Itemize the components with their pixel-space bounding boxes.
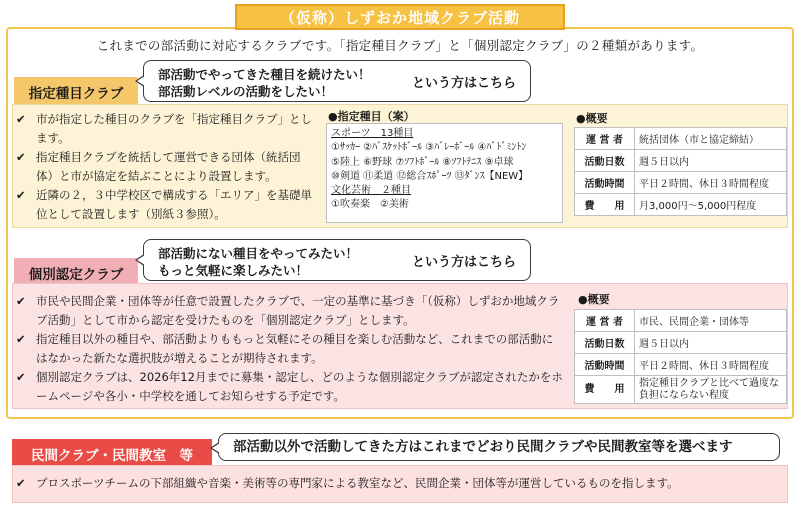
overview-value: 平日２時間、休日３時間程度 — [635, 172, 787, 194]
bubble-tail — [135, 254, 144, 266]
check-icon: ✔ — [16, 150, 26, 164]
list-item — [14, 368, 564, 406]
intro-text: これまでの部活動に対応するクラブです。「指定種目クラブ」と「個別認定クラブ」の２種類があります。 — [96, 38, 704, 53]
overview-value: 週５日以内 — [635, 332, 787, 354]
bubble-cta: という方はこちら — [411, 76, 516, 91]
list-item — [14, 110, 314, 148]
table-row — [575, 128, 787, 150]
arts-heading: 文化芸術 ２種目 — [331, 185, 411, 197]
overview-value: 平日２時間、休日３時間程度 — [635, 354, 787, 376]
sports-line: ①ｻｯｶｰ ②ﾊﾞｽｹｯﾄﾎﾞｰﾙ ③ﾊﾞﾚｰﾎﾞｰﾙ ④ﾊﾞﾄﾞﾐﾝﾄﾝ — [331, 142, 527, 154]
individual-speech-bubble — [143, 239, 531, 281]
bubble-line: 部活動レベルの活動をしたい！ — [158, 84, 334, 99]
check-icon: ✔ — [16, 112, 26, 126]
table-row — [575, 376, 787, 404]
overview-key: 運 営 者 — [575, 128, 635, 150]
overview-title: ●概要 — [578, 293, 610, 306]
overview-key: 活動日数 — [575, 332, 635, 354]
check-icon: ✔ — [16, 188, 26, 202]
overview-key: 費 用 — [575, 194, 635, 216]
table-row — [575, 354, 787, 376]
bubble-lead — [158, 245, 358, 279]
check-icon: ✔ — [16, 294, 26, 308]
table-row — [575, 150, 787, 172]
bullet-text: 指定種目以外の種目や、部活動よりももっと気軽にその種目を楽しむ活動など、これまでの部活動にはなかった新たな選択肢が増えることが期待されます。 — [36, 332, 554, 365]
list-item — [14, 148, 314, 186]
list-item — [14, 186, 314, 224]
bubble-line: 部活動にない種目をやってみたい！ — [158, 246, 359, 261]
overview-value: 市民、民間企業・団体等 — [635, 310, 787, 332]
overview-value: 週５日以内 — [635, 150, 787, 172]
table-row — [575, 172, 787, 194]
table-row — [575, 310, 787, 332]
table-row — [575, 332, 787, 354]
bullet-text: プロスポーツチームの下部組織や音楽・美術等の専門家による教室など、民間企業・団体等が運営しているものを指します。 — [36, 476, 679, 490]
overview-key: 費 用 — [575, 376, 635, 404]
sports-heading: スポーツ 13種目 — [331, 128, 414, 139]
bubble-cta: という方はこちら — [411, 255, 516, 270]
designated-club-header: 指定種目クラブ — [14, 77, 138, 107]
overview-key: 活動時間 — [575, 354, 635, 376]
check-icon: ✔ — [16, 370, 26, 384]
sports-line: ⑩剣道 ⑪柔道 ⑫総合ｽﾎﾟｰﾂ ⑬ﾀﾞﾝｽ【NEW】 — [331, 170, 529, 182]
private-club-header: 民間クラブ・民間教室 等 — [12, 439, 212, 469]
bubble-line: もっと気軽に楽しみたい！ — [158, 263, 309, 278]
check-icon: ✔ — [16, 476, 26, 490]
check-icon: ✔ — [16, 332, 26, 346]
overview-key: 活動日数 — [575, 150, 635, 172]
bullet-text: 指定種目クラブを統括して運営できる団体（統括団体）と市が協定を結ぶことにより設置します。 — [36, 150, 301, 183]
private-speech-bubble — [218, 433, 780, 461]
overview-title: ●概要 — [576, 112, 608, 125]
bullet-text: 個別認定クラブは、2026年12月までに募集・認定し、どのような個別認定クラブが認定されたかをホームページや各小・中学校を通してお知らせする予定です。 — [36, 370, 563, 403]
designated-overview-table — [574, 127, 787, 216]
overview-key: 運 営 者 — [575, 310, 635, 332]
bubble-text: 部活動以外で活動してきた方はこれまでどおり民間クラブや民間教室等を選べます — [233, 439, 733, 455]
bullet-text: 市が指定した種目のクラブを「指定種目クラブ」とします。 — [36, 112, 312, 145]
designated-speech-bubble — [143, 60, 531, 102]
private-bullet-list — [14, 474, 774, 493]
overview-value: 月3,000円～5,000円程度 — [635, 194, 787, 216]
individual-bullet-list — [14, 292, 564, 406]
bubble-tail — [210, 442, 219, 454]
bubble-line: 部活動でやってきた種目を続けたい！ — [158, 67, 371, 82]
arts-line: ①吹奏楽 ②美術 — [331, 199, 409, 211]
table-row — [575, 194, 787, 216]
list-item — [14, 474, 774, 493]
list-item — [14, 330, 564, 368]
overview-value: 統括団体（市と協定締結） — [635, 128, 787, 150]
bullet-text: 近隣の２，３中学校区で構成する「エリア」を基礎単位として設置します（別紙３参照）。 — [36, 188, 312, 221]
sports-list-panel — [326, 123, 563, 223]
individual-club-header: 個別認定クラブ — [14, 258, 138, 288]
individual-overview-table — [574, 309, 787, 404]
designated-bullet-list — [14, 110, 314, 224]
sports-line: ⑤陸上 ⑥野球 ⑦ｿﾌﾄﾎﾞｰﾙ ⑧ｿﾌﾄﾃﾆｽ ⑨卓球 — [331, 156, 514, 168]
bubble-lead — [158, 66, 371, 100]
page-title: （仮称）しずおか地域クラブ活動 — [235, 4, 565, 30]
bubble-tail — [135, 75, 144, 87]
bullet-text: 市民や民間企業・団体等が任意で設置したクラブで、一定の基準に基づき「（仮称）しずおか地域クラブ活動」として市から認定を受けたものを「個別認定クラブ」とします。 — [36, 294, 560, 327]
overview-value: 指定種目クラブと比べて過度な負担にならない程度 — [635, 376, 787, 404]
overview-key: 活動時間 — [575, 172, 635, 194]
list-item — [14, 292, 564, 330]
sports-list-title: ●指定種目（案） — [328, 110, 415, 123]
